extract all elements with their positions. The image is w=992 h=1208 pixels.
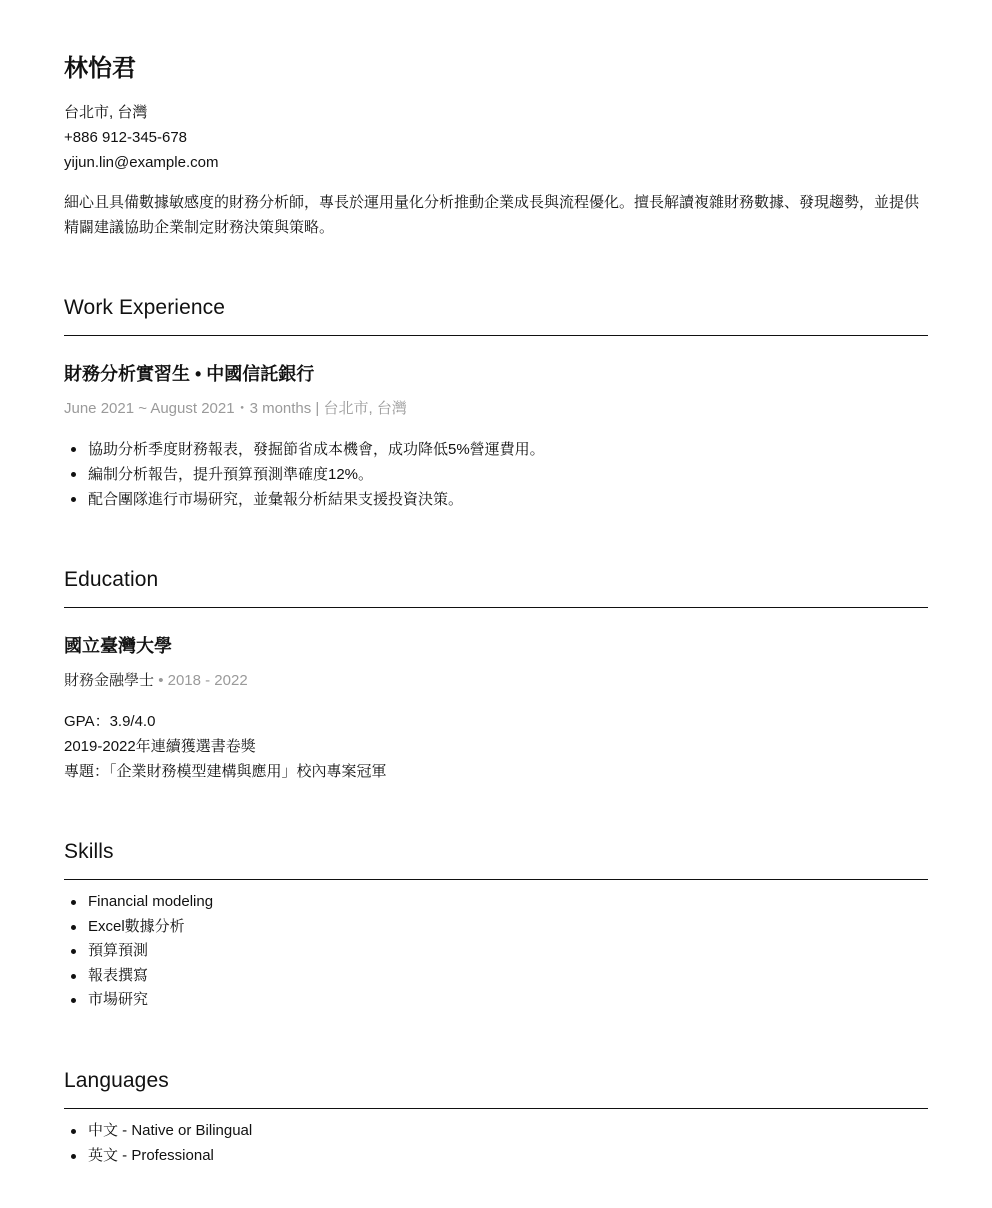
education-detail: 2019-2022年連續獲選書卷獎: [64, 738, 256, 755]
summary: 細心且具備數據敏感度的財務分析師，專長於運用量化分析推動企業成長與流程優化。擅長解讀複雜財務數據、發現趨勢，並提供精闢建議協助企業制定財務決策與策略。: [64, 194, 920, 236]
location: 台北市, 台灣: [64, 104, 148, 121]
education-detail: GPA：3.9/4.0: [64, 713, 156, 730]
phone: +886 912-345-678: [64, 129, 188, 146]
resume-header: [64, 52, 928, 240]
degree-years: • 2018 - 2022: [158, 672, 248, 689]
list-item: Financial modeling: [64, 890, 928, 915]
list-item: 編制分析報告，提升預算預測準確度12%。: [64, 462, 928, 487]
section-title-languages: Languages: [64, 1066, 928, 1109]
job-achievements: [64, 437, 928, 512]
list-item: 報表撰寫: [64, 964, 928, 989]
section-title-work-experience: Work Experience: [64, 293, 928, 336]
work-experience-section: [64, 293, 928, 512]
section-title-skills: Skills: [64, 837, 928, 880]
degree: 財務金融學士: [64, 672, 155, 689]
education-section: [64, 565, 928, 784]
candidate-name: 林怡君: [64, 55, 136, 82]
languages-list: [64, 1119, 928, 1168]
list-item: 市場研究: [64, 988, 928, 1013]
list-item: 配合團隊進行市場研究，並彙報分析結果支援投資決策。: [64, 487, 928, 512]
skills-list: [64, 890, 928, 1013]
list-item: Excel數據分析: [64, 915, 928, 940]
languages-section: [64, 1066, 928, 1168]
section-title-education: Education: [64, 565, 928, 608]
skills-section: [64, 837, 928, 1013]
education-entry: [64, 632, 928, 784]
email: yijun.lin@example.com: [64, 154, 219, 171]
education-detail: 專題：「企業財務模型建構與應用」校內專案冠軍: [64, 763, 387, 780]
degree-meta: [64, 669, 928, 693]
job-meta: June 2021 ~ August 2021・3 months | 台北市, 台灣: [64, 400, 407, 417]
work-entry: [64, 360, 928, 512]
list-item: 英文 - Professional: [64, 1144, 928, 1169]
education-details: [64, 709, 928, 784]
job-title: 財務分析實習生 • 中國信託銀行: [64, 364, 315, 384]
list-item: 預算預測: [64, 939, 928, 964]
school-name: 國立臺灣大學: [64, 636, 172, 656]
list-item: 協助分析季度財務報表，發掘節省成本機會，成功降低5%營運費用。: [64, 437, 928, 462]
list-item: 中文 - Native or Bilingual: [64, 1119, 928, 1144]
